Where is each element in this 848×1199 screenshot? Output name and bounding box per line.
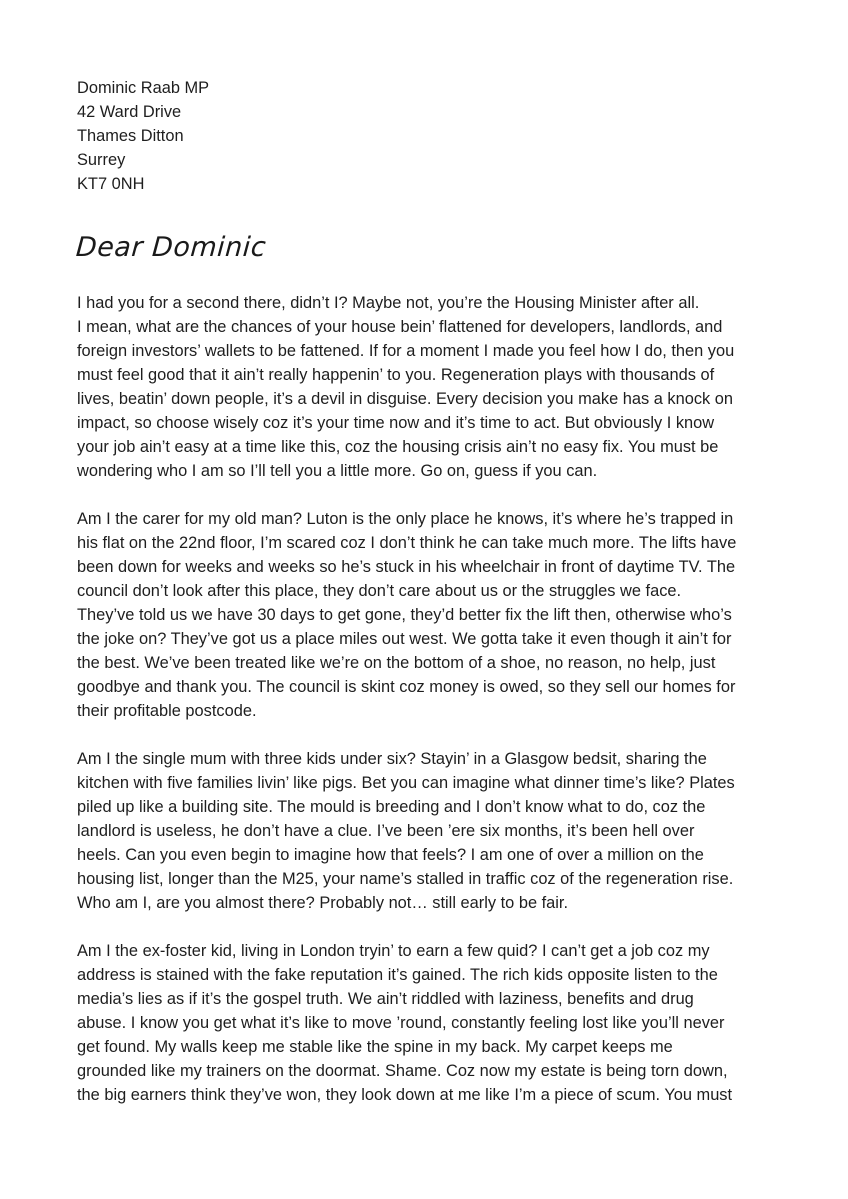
text-line: must feel good that it ain’t really happenin’ to you. Regeneration plays with thousands of xyxy=(77,366,715,384)
text-line: kitchen with five families livin’ like pigs. Bet you can imagine what dinner time’s like? Plates xyxy=(77,774,735,792)
address-line: KT7 0NH xyxy=(77,175,145,193)
paragraph-1 xyxy=(77,291,777,483)
text-line: been down for weeks and weeks so he’s stuck in his wheelchair in front of daytime TV. The xyxy=(77,558,736,576)
salutation: Dear Dominic xyxy=(74,232,268,263)
text-line: address is stained with the fake reputation it’s gained. The rich kids opposite listen to the xyxy=(77,966,718,984)
text-line: the big earners think they’ve won, they look down at me like I’m a piece of scum. You must xyxy=(77,1086,733,1104)
text-line: They’ve told us we have 30 days to get gone, they’d better fix the lift then, otherwise who’s xyxy=(77,606,732,624)
letter-body xyxy=(77,291,777,1131)
text-line: I mean, what are the chances of your house bein’ flattened for developers, landlords, and xyxy=(77,318,723,336)
text-line: Am I the ex-foster kid, living in London tryin’ to earn a few quid? I can’t get a job coz my xyxy=(77,942,710,960)
text-line: heels. Can you even begin to imagine how that feels? I am one of over a million on the xyxy=(77,846,704,864)
text-line: their profitable postcode. xyxy=(77,702,257,720)
text-line: media’s lies as if it’s the gospel truth. We ain’t riddled with laziness, benefits and drug xyxy=(77,990,694,1008)
text-line: landlord is useless, he don’t have a clue. I’ve been ’ere six months, it’s been hell over xyxy=(77,822,695,840)
text-line: grounded like my trainers on the doormat. Shame. Coz now my estate is being torn down, xyxy=(77,1062,728,1080)
text-line: foreign investors’ wallets to be fattened. If for a moment I made you feel how I do, then you xyxy=(77,342,735,360)
text-line: Am I the carer for my old man? Luton is the only place he knows, it’s where he’s trapped in xyxy=(77,510,734,528)
text-line: council don’t look after this place, they don’t care about us or the struggles we face. xyxy=(77,582,682,600)
text-line: piled up like a building site. The mould is breeding and I don’t know what to do, coz the xyxy=(77,798,706,816)
text-line: impact, so choose wisely coz it’s your time now and it’s time to act. But obviously I know xyxy=(77,414,715,432)
text-line: lives, beatin’ down people, it’s a devil in disguise. Every decision you make has a knock on xyxy=(77,390,733,408)
address-line: 42 Ward Drive xyxy=(77,103,182,121)
text-line: wondering who I am so I’ll tell you a little more. Go on, guess if you can. xyxy=(77,462,598,480)
text-line: abuse. I know you get what it’s like to move ’round, constantly feeling lost like you’ll never xyxy=(77,1014,725,1032)
text-line: I had you for a second there, didn’t I? Maybe not, you’re the Housing Minister after all. xyxy=(77,294,700,312)
text-line: housing list, longer than the M25, your name’s stalled in traffic coz of the regeneration rise. xyxy=(77,870,734,888)
address-line: Surrey xyxy=(77,151,126,169)
paragraph-4 xyxy=(77,939,777,1107)
text-line: the joke on? They’ve got us a place miles out west. We gotta take it even though it ain’t for xyxy=(77,630,732,648)
recipient-address xyxy=(77,76,209,196)
text-line: his flat on the 22nd floor, I’m scared coz I don’t think he can take much more. The lifts have xyxy=(77,534,737,552)
text-line: your job ain’t easy at a time like this, coz the housing crisis ain’t no easy fix. You must be xyxy=(77,438,719,456)
text-line: Who am I, are you almost there? Probably not… still early to be fair. xyxy=(77,894,569,912)
text-line: get found. My walls keep me stable like the spine in my back. My carpet keeps me xyxy=(77,1038,673,1056)
address-line: Thames Ditton xyxy=(77,127,184,145)
text-line: Am I the single mum with three kids under six? Stayin’ in a Glasgow bedsit, sharing the xyxy=(77,750,707,768)
text-line: the best. We’ve been treated like we’re on the bottom of a shoe, no reason, no help, just xyxy=(77,654,716,672)
paragraph-2 xyxy=(77,507,777,723)
text-line: goodbye and thank you. The council is skint coz money is owed, so they sell our homes for xyxy=(77,678,736,696)
paragraph-3 xyxy=(77,747,777,915)
address-line: Dominic Raab MP xyxy=(77,79,210,97)
